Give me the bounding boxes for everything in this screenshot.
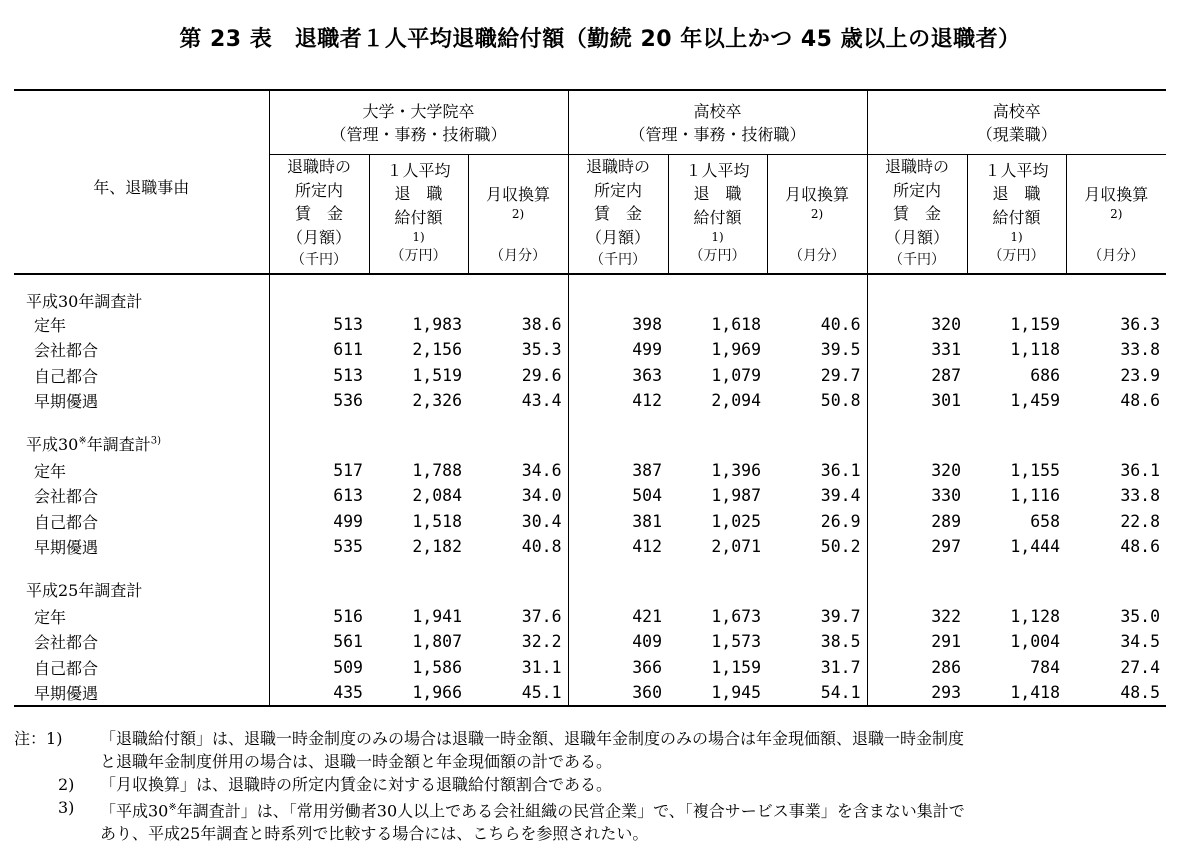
cell-value: 363: [568, 363, 668, 389]
cell-value: 37.6: [521, 606, 562, 626]
row-label: 早期優遇: [14, 680, 269, 706]
cell-value: 561: [269, 629, 369, 655]
cell-value: 39.5: [820, 340, 861, 360]
row-label: 会社都合: [34, 487, 99, 507]
footnotes: 注：1) 「退職給付額」は、退職一時金制度のみの場合は退職一時金額、退職年金制度のみの場合は年金現価額、退職一時金制度 と退職年金制度併用の場合は、退職一時金額と年金現価額の計である。 2) 「月収換算」は、退職時の所定内賃金に対する退職給付額割合である。 3) 「平成30※年調査計」は、「常用労働者30人以上である会社組織の民営企業」で、「複合サービス事業」を含まない集計で あり、平成25年調査と時系列で比較する場合には、こちらを参照されたい。: [14, 727, 1180, 845]
subheader-wage: 退職時の 所定内 賃 金 （月額） （千円）: [568, 155, 668, 274]
subheader-wage: 退職時の 所定内 賃 金 （月額） （千円）: [867, 155, 967, 274]
cell-value: 2,084: [412, 486, 462, 506]
cell-value: 513: [269, 363, 369, 389]
cell-value: 293: [867, 680, 967, 706]
row-label: 会社都合: [34, 341, 99, 361]
cell-value: 36.3: [1120, 314, 1161, 334]
row-label: 早期優遇: [34, 392, 99, 412]
subheader-benefit: １人平均 退 職 給付額 1) （万円）: [668, 155, 767, 274]
row-label: 自己都合: [34, 366, 99, 386]
cell-value: 34.0: [521, 486, 562, 506]
cell-value: 29.6: [521, 365, 562, 385]
cell-value: 2,182: [412, 537, 462, 557]
section-label: 平成25年調査計: [26, 581, 143, 600]
cell-value: 1,518: [412, 511, 462, 531]
cell-value: 330: [867, 483, 967, 509]
cell-value: 40.6: [820, 314, 861, 334]
cell-value: 435: [269, 680, 369, 706]
cell-value: 48.5: [1066, 680, 1166, 706]
footnote-3: 3) 「平成30※年調査計」は、「常用労働者30人以上である会社組織の民営企業」で、「複合サービス事業」を含まない集計で: [58, 798, 965, 821]
group-header-highschool-field: 高校卒 （現業職）: [867, 90, 1166, 155]
cell-value: 1,396: [711, 460, 762, 480]
cell-value: 34.6: [521, 460, 562, 480]
cell-value: 686: [1030, 365, 1061, 385]
cell-value: 291: [867, 629, 967, 655]
cell-value: 1,807: [412, 632, 462, 652]
row-label: 自己都合: [34, 658, 99, 678]
footnote-2: 2) 「月収換算」は、退職時の所定内賃金に対する退職給付額割合である。: [58, 775, 613, 794]
cell-value: 50.2: [820, 537, 861, 557]
cell-value: 1,459: [1010, 391, 1061, 411]
cell-value: 2,094: [711, 391, 762, 411]
cell-value: 412: [568, 388, 668, 414]
cell-value: 535: [269, 534, 369, 560]
cell-value: 360: [568, 680, 668, 706]
cell-value: 1,573: [711, 632, 762, 652]
cell-value: 784: [1030, 657, 1061, 677]
cell-value: 409: [568, 629, 668, 655]
row-label: 自己都合: [34, 512, 99, 532]
row-label: 定年: [34, 315, 67, 335]
cell-value: 33.8: [1120, 340, 1161, 360]
cell-value: 34.5: [1120, 632, 1161, 652]
cell-value: 40.8: [521, 537, 562, 557]
cell-value: 36.1: [1120, 460, 1161, 480]
cell-value: 1,586: [412, 657, 462, 677]
cell-value: 27.4: [1120, 657, 1161, 677]
cell-value: 29.7: [820, 365, 861, 385]
section-label: 平成30※年調査計$^{3)}$: [26, 435, 162, 454]
cell-value: 1,159: [711, 657, 762, 677]
cell-value: 289: [867, 509, 967, 535]
cell-value: 320: [867, 458, 967, 484]
cell-value: 613: [269, 483, 369, 509]
group-header-highschool-office: 高校卒 （管理・事務・技術職）: [568, 90, 867, 155]
cell-value: 536: [269, 388, 369, 414]
cell-value: 1,983: [412, 314, 462, 334]
cell-value: 48.6: [1120, 391, 1161, 411]
cell-value: 39.7: [820, 606, 861, 626]
cell-value: 287: [867, 363, 967, 389]
row-label: 会社都合: [34, 633, 99, 653]
cell-value: 499: [269, 509, 369, 535]
cell-value: 509: [269, 655, 369, 681]
subheader-benefit: １人平均 退 職 給付額 1) （万円）: [369, 155, 468, 274]
subheader-ratio: 月収換算 2) （月分）: [767, 155, 867, 274]
cell-value: 513: [269, 312, 369, 338]
cell-value: 1,966: [369, 680, 468, 706]
cell-value: 50.8: [820, 391, 861, 411]
cell-value: 2,326: [412, 391, 462, 411]
cell-value: 1,418: [967, 680, 1066, 706]
retirement-benefit-table: [14, 89, 1166, 707]
cell-value: 2,071: [711, 537, 762, 557]
cell-value: 1,788: [412, 460, 462, 480]
cell-value: 23.9: [1120, 365, 1161, 385]
cell-value: 320: [867, 312, 967, 338]
cell-value: 398: [568, 312, 668, 338]
subheader-ratio: 月収換算 2) （月分）: [468, 155, 568, 274]
cell-value: 1,673: [711, 606, 762, 626]
cell-value: 31.7: [820, 657, 861, 677]
cell-value: 658: [1030, 511, 1061, 531]
cell-value: 31.1: [521, 657, 562, 677]
cell-value: 387: [568, 458, 668, 484]
cell-value: 30.4: [521, 511, 562, 531]
cell-value: 516: [269, 604, 369, 630]
cell-value: 1,128: [1010, 606, 1061, 626]
cell-value: 48.6: [1120, 537, 1161, 557]
cell-value: 381: [568, 509, 668, 535]
cell-value: 1,159: [1010, 314, 1061, 334]
subheader-wage: 退職時の 所定内 賃 金 （月額） （千円）: [269, 155, 369, 274]
cell-value: 331: [867, 337, 967, 363]
cell-value: 301: [867, 388, 967, 414]
cell-value: 1,941: [412, 606, 462, 626]
cell-value: 499: [568, 337, 668, 363]
cell-value: 2,156: [412, 340, 462, 360]
cell-value: 35.3: [521, 340, 562, 360]
cell-value: 38.5: [820, 632, 861, 652]
cell-value: 45.1: [468, 680, 568, 706]
cell-value: 38.6: [521, 314, 562, 334]
cell-value: 26.9: [820, 511, 861, 531]
cell-value: 22.8: [1120, 511, 1161, 531]
table-title: 第 23 表 退職者１人平均退職給付額（勤続 20 年以上かつ 45 歳以上の退職者）: [179, 27, 1021, 52]
cell-value: 286: [867, 655, 967, 681]
cell-value: 1,945: [668, 680, 767, 706]
cell-value: 1,004: [1010, 632, 1061, 652]
cell-value: 1,987: [711, 486, 762, 506]
subheader-benefit: １人平均 退 職 給付額 1) （万円）: [967, 155, 1066, 274]
cell-value: 412: [568, 534, 668, 560]
cell-value: 297: [867, 534, 967, 560]
cell-value: 1,079: [711, 365, 762, 385]
cell-value: 1,116: [1010, 486, 1061, 506]
row-label: 早期優遇: [34, 538, 99, 558]
cell-value: 517: [269, 458, 369, 484]
section-label: 平成30年調査計: [26, 291, 143, 311]
cell-value: 1,618: [711, 314, 762, 334]
cell-value: 54.1: [767, 680, 867, 706]
cell-value: 1,155: [1010, 460, 1061, 480]
row-label: 定年: [34, 461, 67, 481]
group-header-univ: 大学・大学院卒 （管理・事務・技術職）: [269, 90, 568, 155]
cell-value: 33.8: [1120, 486, 1161, 506]
stub-header: 年、退職事由: [14, 90, 269, 274]
row-label: 定年: [34, 607, 67, 627]
cell-value: 36.1: [820, 460, 861, 480]
cell-value: 504: [568, 483, 668, 509]
subheader-ratio: 月収換算 2) （月分）: [1066, 155, 1166, 274]
cell-value: 421: [568, 604, 668, 630]
cell-value: 32.2: [521, 632, 562, 652]
cell-value: 366: [568, 655, 668, 681]
cell-value: 1,444: [1010, 537, 1061, 557]
cell-value: 1,969: [711, 340, 762, 360]
cell-value: 39.4: [820, 486, 861, 506]
cell-value: 322: [867, 604, 967, 630]
footnote-1: 注：1) 「退職給付額」は、退職一時金制度のみの場合は退職一時金額、退職年金制度のみの場合は年金現価額、退職一時金制度: [14, 729, 965, 748]
cell-value: 611: [269, 337, 369, 363]
cell-value: 1,118: [1010, 340, 1061, 360]
cell-value: 43.4: [521, 391, 562, 411]
cell-value: 1,025: [711, 511, 762, 531]
cell-value: 35.0: [1120, 606, 1161, 626]
cell-value: 1,519: [412, 365, 462, 385]
